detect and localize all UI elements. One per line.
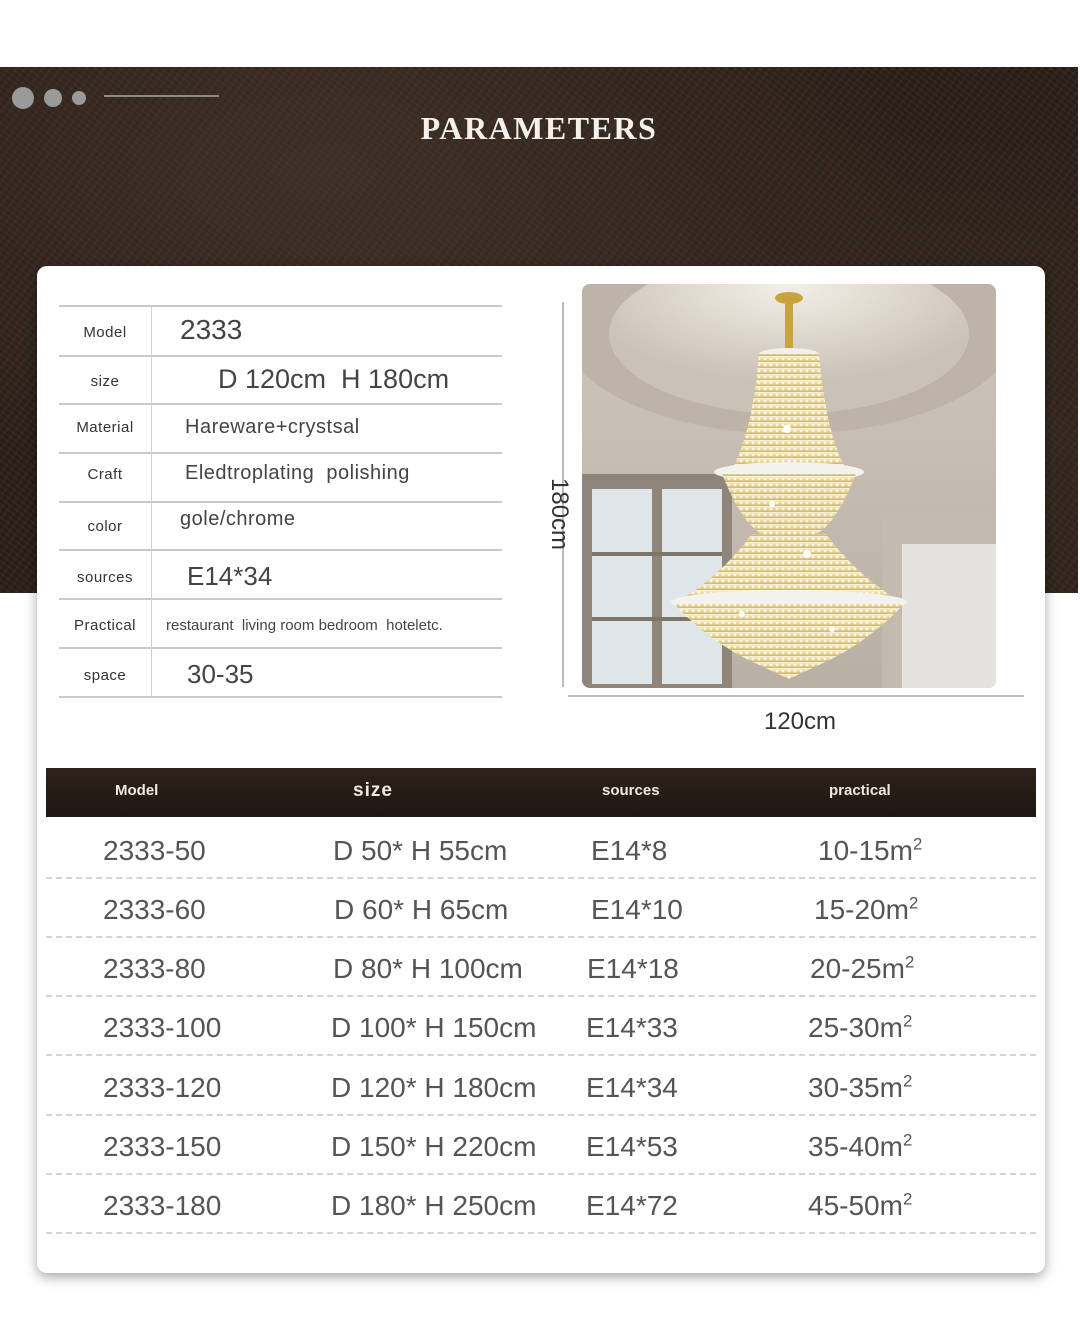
spec-divider: [59, 501, 502, 503]
spec-divider: [59, 452, 502, 454]
spec-label-material: Material: [76, 419, 134, 436]
width-dimension-label: 120cm: [763, 708, 837, 735]
table-row: [46, 997, 1036, 1056]
spec-divider: [59, 549, 502, 551]
spec-label-model: Model: [83, 324, 127, 341]
table-row: [46, 879, 1036, 938]
cell-size: D 50* H 55cm: [333, 835, 508, 866]
dot-icon: [44, 89, 62, 107]
cell-size: D 120* H 180cm: [331, 1072, 537, 1103]
height-dimension-label: 180cm: [546, 478, 573, 551]
cell-sources: E14*8: [591, 835, 668, 866]
cell-sources: E14*33: [586, 1012, 678, 1043]
pager-dots: [12, 87, 86, 109]
spec-label-practical: Practical: [73, 617, 137, 634]
cell-model: 2333-100: [103, 1012, 222, 1043]
spec-divider: [59, 403, 502, 405]
page-title: PARAMETERS: [420, 110, 658, 146]
product-photo: [582, 284, 996, 688]
spec-label-sources: sources: [76, 569, 134, 586]
spec-value-sources: E14*34: [187, 561, 273, 591]
cell-practical: $30-35m^2$: [808, 1071, 913, 1103]
column-header-model: Model: [115, 782, 159, 799]
spec-divider: [59, 647, 502, 649]
cell-model: 2333-50: [103, 835, 206, 866]
spec-divider: [59, 355, 502, 357]
column-header-practical: practical: [829, 782, 891, 799]
spec-value-size: D 120cm H 180cm: [218, 364, 450, 394]
cell-practical: $10-15m^2$: [818, 834, 923, 866]
cell-model: 2333-180: [103, 1190, 222, 1221]
column-header-size: size: [353, 780, 393, 801]
table-row: [46, 1057, 1036, 1116]
table-row: [46, 820, 1036, 879]
cell-model: 2333-150: [103, 1131, 222, 1162]
spec-divider: [59, 696, 502, 698]
table-row: [46, 938, 1036, 997]
spec-value-space: 30-35: [187, 659, 254, 689]
cell-practical: $20-25m^2$: [810, 952, 915, 984]
cell-model: 2333-80: [103, 953, 206, 984]
spec-label-color: color: [87, 518, 123, 535]
cell-size: D 100* H 150cm: [331, 1012, 537, 1043]
cell-sources: E14*18: [587, 953, 679, 984]
cell-practical: $35-40m^2$: [808, 1130, 913, 1162]
row-divider: [46, 1054, 1036, 1056]
spec-label-craft: Craft: [87, 466, 123, 483]
cell-size: D 80* H 100cm: [333, 953, 523, 984]
cell-practical: $15-20m^2$: [814, 893, 919, 925]
spec-divider: [59, 598, 502, 600]
cell-sources: E14*72: [586, 1190, 678, 1221]
spec-value-craft: Eledtroplating polishing: [185, 462, 410, 484]
cell-sources: E14*10: [591, 894, 683, 925]
cell-model: 2333-60: [103, 894, 206, 925]
spec-column-divider: [151, 307, 152, 697]
spec-value-model: 2333: [180, 314, 243, 345]
table-row: [46, 1116, 1036, 1175]
spec-value-color: gole/chrome: [180, 508, 296, 530]
spec-value-material: Hareware+crystsal: [185, 416, 360, 438]
cell-size: D 60* H 65cm: [334, 894, 509, 925]
row-divider: [46, 1232, 1036, 1234]
dot-icon: [72, 91, 86, 105]
spec-label-space: space: [83, 667, 127, 684]
dot-icon: [12, 87, 34, 109]
cell-practical: $25-30m^2$: [808, 1011, 913, 1043]
column-header-sources: sources: [602, 782, 660, 799]
cell-sources: E14*53: [586, 1131, 678, 1162]
cell-size: D 150* H 220cm: [331, 1131, 537, 1162]
table-row: [46, 1175, 1036, 1234]
spec-label-size: size: [90, 373, 120, 390]
cell-model: 2333-120: [103, 1072, 222, 1103]
decorative-line: [104, 95, 219, 97]
cell-sources: E14*34: [586, 1072, 678, 1103]
table-header: [46, 768, 1036, 817]
cell-size: D 180* H 250cm: [331, 1190, 537, 1221]
width-dimension-line: [568, 695, 1024, 697]
spec-divider: [59, 305, 502, 307]
cell-practical: $45-50m^2$: [808, 1189, 913, 1221]
spec-value-practical: restaurant living room bedroom hoteletc.: [166, 617, 443, 634]
